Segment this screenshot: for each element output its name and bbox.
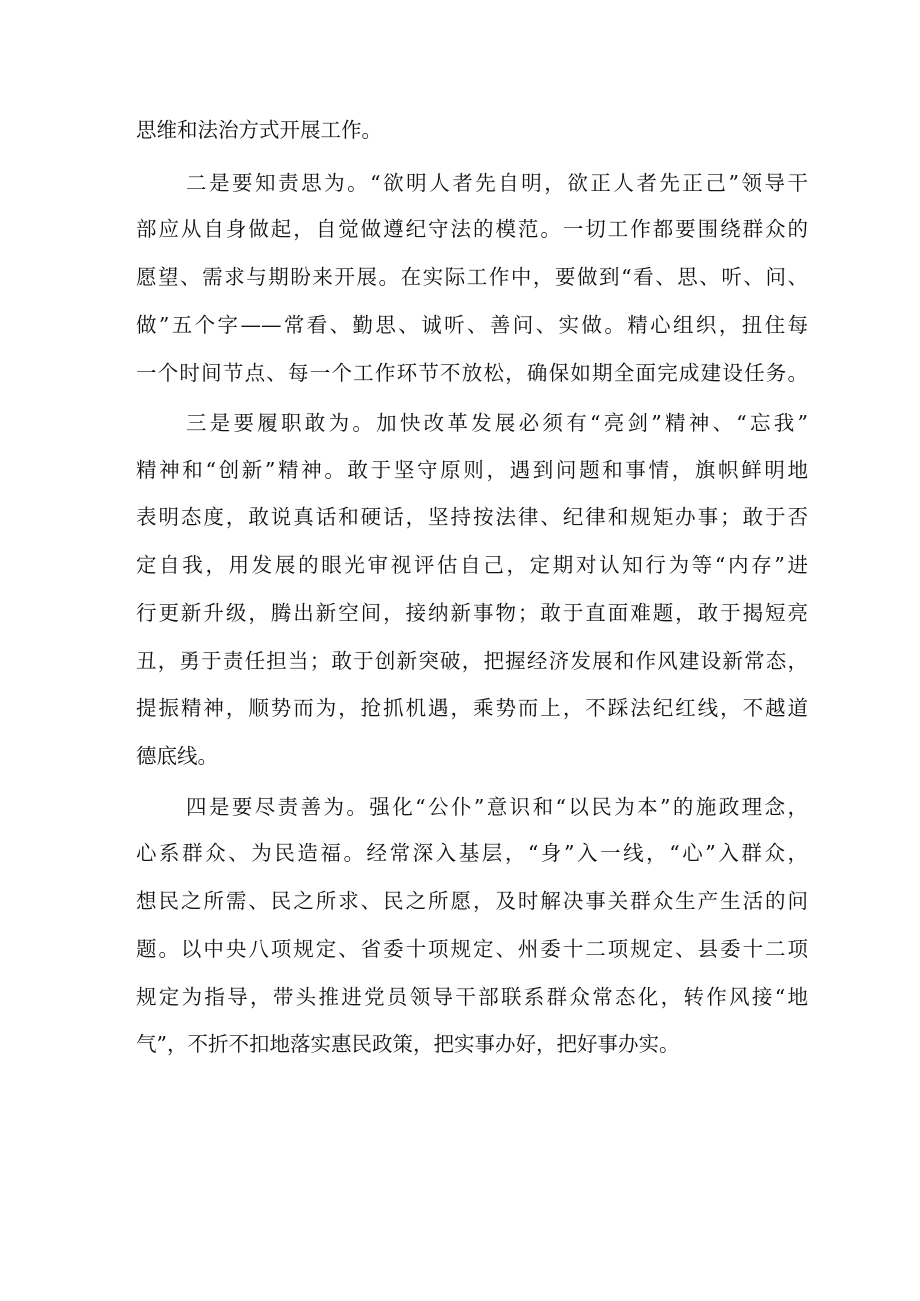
paragraph-1-line-2: 部应从自身做起，自觉做遵纪守法的模范。一切工作都要围绕群众的 bbox=[136, 217, 808, 241]
paragraph-2-line-6: 丑，勇于责任担当；敢于创新突破，把握经济发展和作风建设新常态， bbox=[136, 649, 808, 673]
paragraph-2-line-8: 德底线。 bbox=[136, 744, 218, 768]
paragraph-3-line-4: 题。以中央八项规定、省委十项规定、州委十二项规定、县委十二项 bbox=[136, 937, 808, 961]
paragraph-3-line-2: 心系群众、为民造福。经常深入基层，“身”入一线，“心”入群众， bbox=[136, 841, 808, 865]
paragraph-3-line-6: 气”，不折不扣地落实惠民政策，把实事办好，把好事办实。 bbox=[136, 1032, 680, 1056]
paragraph-3-line-3: 想民之所需、民之所求、民之所愿，及时解决事关群众生产生活的问 bbox=[136, 889, 808, 913]
paragraph-1-line-3: 愿望、需求与期盼来开展。在实际工作中，要做到“看、思、听、问、 bbox=[136, 265, 808, 289]
paragraph-2-line-1: 三是要履职敢为。加快改革发展必须有“亮剑”精神、“忘我” bbox=[186, 411, 808, 435]
paragraph-2-line-5: 行更新升级，腾出新空间，接纳新事物；敢于直面难题，敢于揭短亮 bbox=[136, 601, 808, 625]
paragraph-3-line-5: 规定为指导，带头推进党员领导干部联系群众常态化，转作风接“地 bbox=[136, 985, 808, 1009]
paragraph-2-line-4: 定自我，用发展的眼光审视评估自己，定期对认知行为等“内存”进 bbox=[136, 553, 808, 577]
paragraph-3-line-1: 四是要尽责善为。强化“公仆”意识和“以民为本”的施政理念， bbox=[186, 795, 808, 819]
paragraph-0-line-1: 思维和法治方式开展工作。 bbox=[136, 118, 382, 142]
paragraph-2-line-2: 精神和“创新”精神。敢于坚守原则，遇到问题和事情，旗帜鲜明地 bbox=[136, 458, 808, 482]
paragraph-1-line-5: 一个时间节点、每一个工作环节不放松，确保如期全面完成建设任务。 bbox=[136, 361, 808, 385]
paragraph-2-line-3: 表明态度，敢说真话和硬话，坚持按法律、纪律和规矩办事；敢于否 bbox=[136, 505, 808, 529]
paragraph-2-line-7: 提振精神，顺势而为，抢抓机遇，乘势而上，不踩法纪红线，不越道 bbox=[136, 696, 808, 720]
paragraph-1-line-4: 做”五个字——常看、勤思、诚听、善问、实做。精心组织，扭住每 bbox=[136, 313, 808, 337]
paragraph-1-line-1: 二是要知责思为。“欲明人者先自明，欲正人者先正己”领导干 bbox=[186, 171, 808, 195]
